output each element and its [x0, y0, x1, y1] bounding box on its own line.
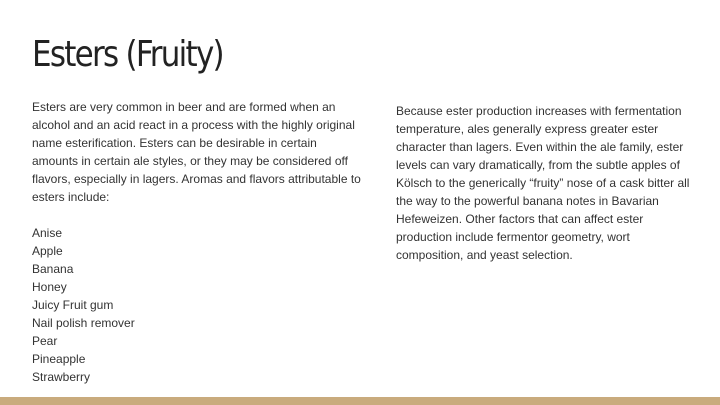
list-item: Juicy Fruit gum: [32, 298, 114, 312]
right-column: [396, 102, 696, 264]
intro-paragraph: Esters are very common in beer and are formed when an alcohol and an acid react in a process with the highly original name esterification. Esters can be desirable in certain amounts in certain ale styles, or they may be considered off flavors, especially in lagers. Aromas and flavors attributable to esters include:: [32, 100, 361, 204]
accent-bar: [0, 397, 720, 405]
ester-production-paragraph: Because ester production increases with fermentation temperature, ales generally express greater ester character than lagers. Even within the ale family, ester levels can vary dramatically, from the subtle apples of Kölsch to the generically “fruity” nose of a cask bitter all the way to the powerful banana notes in Bavarian Hefeweizen. Other factors that can affect ester production include fermentor geometry, wort composition, and yeast selection.: [396, 104, 690, 262]
list-item: Pineapple: [32, 352, 86, 366]
slide-title: Esters (Fruity): [32, 34, 223, 75]
list-item: Banana: [32, 262, 74, 276]
list-item: Apple: [32, 244, 63, 258]
left-column: [32, 98, 362, 386]
list-item: Anise: [32, 226, 63, 240]
list-item: Strawberry: [32, 370, 91, 384]
list-item: Honey: [32, 280, 67, 294]
list-item: Pear: [32, 334, 58, 348]
list-item: Nail polish remover: [32, 316, 135, 330]
ester-flavor-list: [32, 224, 362, 386]
